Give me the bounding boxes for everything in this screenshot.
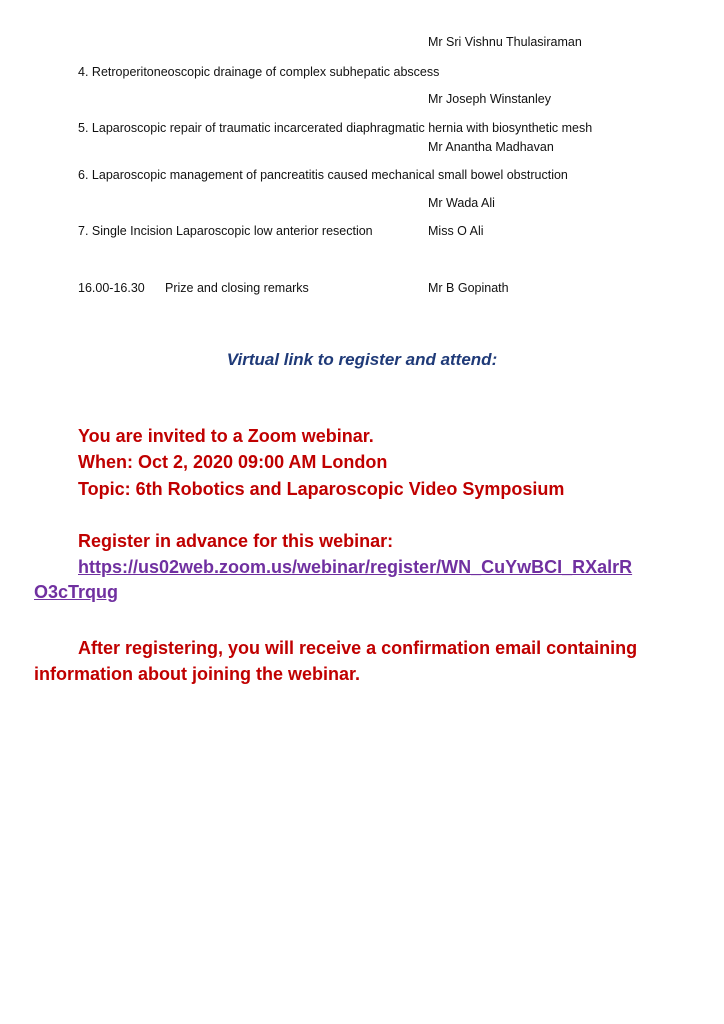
item-title: Laparoscopic repair of traumatic incarcerated diaphragmatic hernia with biosynthetic mesh: [91, 121, 593, 135]
closing-time: 16.00-16.30: [78, 281, 145, 295]
item-number: 6.: [78, 168, 89, 182]
speaker-name: Mr Joseph Winstanley: [428, 92, 551, 106]
item-number: 7.: [78, 224, 89, 238]
registration-link-line1[interactable]: https://us02web.zoom.us/webinar/register/WN_CuYwBCI_RXalrR: [78, 557, 633, 577]
item-number: 5.: [78, 121, 89, 135]
item-number: 4.: [78, 65, 89, 79]
registration-link[interactable]: [34, 555, 694, 605]
speaker-name: Mr Anantha Madhavan: [428, 140, 554, 154]
invite-line: You are invited to a Zoom webinar.: [78, 426, 374, 446]
item-title: Laparoscopic management of pancreatitis caused mechanical small bowel obstruction: [91, 168, 568, 182]
invite-topic: Topic: 6th Robotics and Laparoscopic Video Symposium: [78, 479, 565, 499]
agenda-item-4: [78, 64, 439, 80]
invite-when: When: Oct 2, 2020 09:00 AM London: [78, 452, 388, 472]
agenda-item-5: [78, 120, 592, 136]
speaker-name: Mr Wada Ali: [428, 196, 495, 210]
registration-link-line2[interactable]: O3cTrqug: [34, 582, 119, 602]
item-title: Single Incision Laparoscopic low anterior resection: [91, 224, 373, 238]
after-register-line1: After registering, you will receive a confirmation email containing: [78, 638, 638, 658]
virtual-link-heading: Virtual link to register and attend:: [226, 350, 498, 369]
agenda-item-6: [78, 167, 568, 183]
speaker-name: Mr Sri Vishnu Thulasiraman: [428, 35, 582, 49]
item-title: Retroperitoneoscopic drainage of complex subhepatic abscess: [91, 65, 440, 79]
after-register-line2: information about joining the webinar.: [34, 664, 360, 684]
closing-title: Prize and closing remarks: [165, 281, 309, 295]
agenda-item-7: [78, 223, 373, 239]
closing-speaker: Mr B Gopinath: [428, 281, 509, 295]
register-label: Register in advance for this webinar:: [78, 531, 394, 551]
speaker-name: Miss O Ali: [428, 224, 484, 238]
